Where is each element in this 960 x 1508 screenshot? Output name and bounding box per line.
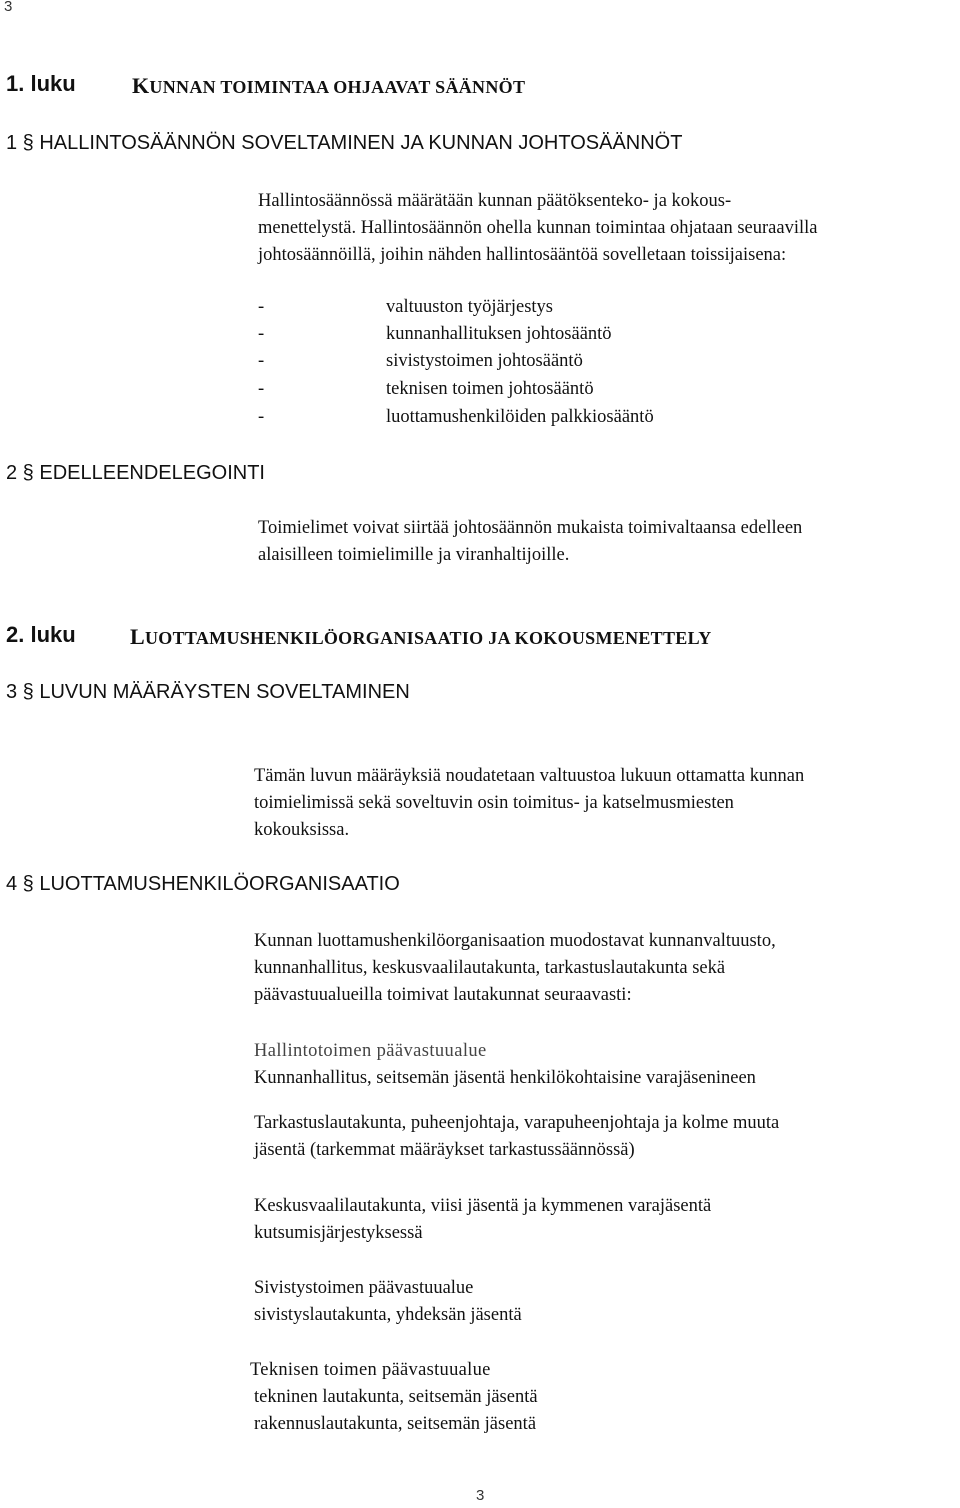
paragraph-line: Tämän luvun määräyksiä noudatetaan valtuustoa lukuun ottamatta kunnan bbox=[254, 766, 805, 786]
list-dash: - bbox=[258, 351, 265, 371]
block-heading: Hallintotoimen päävastuualue bbox=[254, 1041, 487, 1061]
paragraph-line: johtosäännöillä, joihin nähden hallintosääntöä sovelletaan toissijaisena: bbox=[258, 245, 787, 265]
list-dash: - bbox=[258, 324, 265, 344]
block-line: Tarkastuslautakunta, puheenjohtaja, varapuheenjohtaja ja kolme muuta bbox=[254, 1113, 780, 1133]
block-line: sivistyslautakunta, yhdeksän jäsentä bbox=[254, 1305, 522, 1325]
paragraph-line: Hallintosäännössä määrätään kunnan päätöksenteko- ja kokous- bbox=[258, 191, 732, 211]
paragraph-line: alaisilleen toimielimille ja viranhaltijoille. bbox=[258, 545, 570, 565]
organization-block bbox=[254, 1275, 522, 1329]
paragraph-line: toimielimissä sekä soveltuvin osin toimitus- ja katselmusmiesten bbox=[254, 793, 734, 813]
paragraph-line: menettelystä. Hallintosäännön ohella kunnan toimintaa ohjataan seuraavilla bbox=[258, 218, 818, 238]
paragraph-line: päävastuualueilla toimivat lautakunnat seuraavasti: bbox=[254, 985, 632, 1005]
list-item: luottamushenkilöiden palkkiosääntö bbox=[386, 407, 654, 427]
chapter-title-rest: UOTTAMUSHENKILÖORGANISAATIO JA KOKOUSMENETTELY bbox=[144, 628, 712, 648]
paragraph-line: Kunnan luottamushenkilöorganisaation muodostavat kunnanvaltuusto, bbox=[254, 931, 776, 951]
page-number-bottom: 3 bbox=[476, 1487, 485, 1504]
chapter-title bbox=[130, 624, 712, 650]
list-dash: - bbox=[258, 407, 265, 427]
list-dash: - bbox=[258, 297, 265, 317]
chapter-title bbox=[132, 73, 525, 99]
block-line: tekninen lautakunta, seitsemän jäsentä bbox=[254, 1387, 538, 1407]
block-line: jäsentä (tarkemmat määräykset tarkastussäännössä) bbox=[254, 1140, 635, 1160]
section-paragraph bbox=[254, 928, 776, 1009]
list-item: valtuuston työjärjestys bbox=[386, 297, 553, 317]
section-paragraph bbox=[258, 515, 802, 569]
list-item: kunnanhallituksen johtosääntö bbox=[386, 324, 612, 344]
organization-block bbox=[254, 1193, 711, 1247]
block-line: kutsumisjärjestyksessä bbox=[254, 1223, 423, 1243]
organization-block bbox=[254, 1110, 779, 1164]
chapter-number: 2. luku bbox=[6, 622, 76, 647]
chapter-title-initial: L bbox=[130, 624, 145, 649]
chapter-title-rest: UNNAN TOIMINTAA OHJAAVAT SÄÄNNÖT bbox=[149, 77, 526, 97]
section-heading: 3 § LUVUN MÄÄRÄYSTEN SOVELTAMINEN bbox=[6, 681, 410, 703]
paragraph-line: Toimielimet voivat siirtää johtosäännön mukaista toimivaltaansa edelleen bbox=[258, 518, 803, 538]
chapter-number: 1. luku bbox=[6, 71, 76, 96]
section-paragraph bbox=[258, 188, 817, 269]
section-heading: 2 § EDELLEENDELEGOINTI bbox=[6, 462, 265, 484]
list-item: sivistystoimen johtosääntö bbox=[386, 351, 583, 371]
list-dash: - bbox=[258, 379, 265, 399]
section-heading: 4 § LUOTTAMUSHENKILÖORGANISAATIO bbox=[6, 873, 400, 895]
block-heading: Sivistystoimen päävastuualue bbox=[254, 1278, 474, 1298]
chapter-title-initial: K bbox=[132, 73, 150, 98]
block-line: Keskusvaalilautakunta, viisi jäsentä ja kymmenen varajäsentä bbox=[254, 1196, 712, 1216]
block-line: rakennuslautakunta, seitsemän jäsentä bbox=[254, 1414, 537, 1434]
block-line: Kunnanhallitus, seitsemän jäsentä henkilökohtaisine varajäsenineen bbox=[254, 1068, 756, 1088]
organization-block bbox=[254, 1038, 756, 1092]
paragraph-line: kokouksissa. bbox=[254, 820, 350, 840]
block-heading: Teknisen toimen päävastuualue bbox=[250, 1360, 491, 1380]
list-item: teknisen toimen johtosääntö bbox=[386, 379, 594, 399]
page-number-top: 3 bbox=[4, 0, 13, 15]
organization-block bbox=[250, 1357, 538, 1438]
paragraph-line: kunnanhallitus, keskusvaalilautakunta, tarkastuslautakunta sekä bbox=[254, 958, 726, 978]
section-paragraph bbox=[254, 763, 804, 844]
section-heading: 1 § HALLINTOSÄÄNNÖN SOVELTAMINEN JA KUNNAN JOHTOSÄÄNNÖT bbox=[6, 132, 683, 154]
